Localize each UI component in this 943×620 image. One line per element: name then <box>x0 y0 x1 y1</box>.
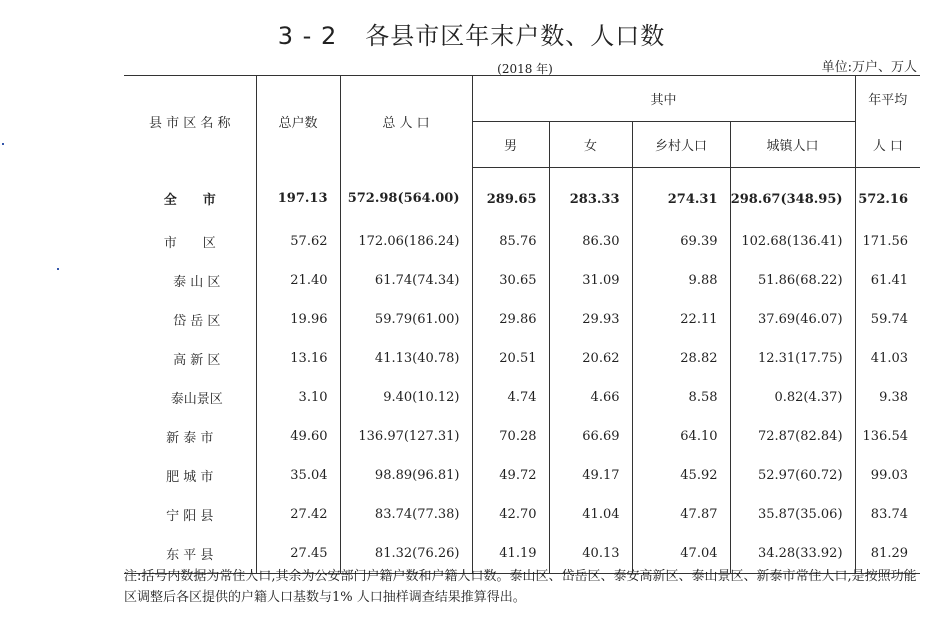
table-row <box>124 456 920 495</box>
table-row <box>124 495 920 534</box>
urban-cell: 102.68(136.41) <box>730 222 855 261</box>
households-cell: 21.40 <box>256 261 340 300</box>
urban-cell: 298.67(348.95) <box>730 168 855 223</box>
population-cell: 98.89(96.81) <box>340 456 472 495</box>
male-cell: 30.65 <box>472 261 549 300</box>
region-name-cell: 宁 阳 县 <box>124 495 256 534</box>
avg-cell: 9.38 <box>879 390 909 405</box>
female-cell: 66.69 <box>549 417 632 456</box>
female-cell: 41.04 <box>549 495 632 534</box>
region-name-cell: 新 泰 市 <box>124 417 256 456</box>
households-cell: 197.13 <box>256 168 340 223</box>
female-cell: 283.33 <box>549 168 632 223</box>
table-row <box>124 168 920 223</box>
population-cell: 59.79(61.00) <box>340 300 472 339</box>
header-among: 其中 <box>472 76 855 122</box>
female-cell: 49.17 <box>549 456 632 495</box>
rural-cell: 64.10 <box>632 417 730 456</box>
male-cell: 49.72 <box>472 456 549 495</box>
avg-cell: 83.74 <box>870 507 909 522</box>
rural-cell: 9.88 <box>632 261 730 300</box>
households-cell: 35.04 <box>256 456 340 495</box>
stray-dot <box>57 268 59 270</box>
table-number: 3 - 2 <box>277 22 338 50</box>
rural-cell: 69.39 <box>632 222 730 261</box>
avg-cell: 41.03 <box>870 351 909 366</box>
region-name-cell: 市 区 <box>124 222 256 261</box>
stray-dot <box>2 143 4 145</box>
header-rural: 乡村人口 <box>632 122 730 168</box>
region-name-cell: 肥 城 市 <box>124 456 256 495</box>
table-row <box>124 222 920 261</box>
households-cell: 57.62 <box>256 222 340 261</box>
population-cell: 83.74(77.38) <box>340 495 472 534</box>
male-cell: 85.76 <box>472 222 549 261</box>
avg-cell: 99.03 <box>870 468 909 483</box>
female-cell: 31.09 <box>549 261 632 300</box>
table-row <box>124 378 920 417</box>
rural-cell: 22.11 <box>632 300 730 339</box>
female-cell: 29.93 <box>549 300 632 339</box>
urban-cell: 37.69(46.07) <box>730 300 855 339</box>
unit-label: 单位:万户、万人 <box>821 60 917 75</box>
header-female: 女 <box>549 122 632 168</box>
male-cell: 29.86 <box>472 300 549 339</box>
households-cell: 3.10 <box>256 378 340 417</box>
rural-cell: 28.82 <box>632 339 730 378</box>
urban-cell: 52.97(60.72) <box>730 456 855 495</box>
region-name-cell: 全 市 <box>124 168 256 223</box>
female-cell: 4.66 <box>549 378 632 417</box>
table-row <box>124 417 920 456</box>
table-row <box>124 339 920 378</box>
header-urban: 城镇人口 <box>730 122 855 168</box>
avg-cell: 61.41 <box>870 273 909 288</box>
population-cell: 9.40(10.12) <box>340 378 472 417</box>
population-cell: 81.32(76.26) <box>340 534 472 574</box>
population-cell: 136.97(127.31) <box>340 417 472 456</box>
region-name-cell: 岱 岳 区 <box>124 300 256 339</box>
header-avg-line2: 人 口 <box>855 122 920 168</box>
rural-cell: 47.04 <box>632 534 730 574</box>
population-table <box>124 75 920 574</box>
avg-cell: 81.29 <box>855 534 920 574</box>
avg-cell: 59.74 <box>870 312 909 327</box>
table-row <box>124 261 920 300</box>
households-cell: 27.45 <box>256 534 340 574</box>
male-cell: 70.28 <box>472 417 549 456</box>
population-cell: 41.13(40.78) <box>340 339 472 378</box>
region-name-cell: 泰山景区 <box>124 378 256 417</box>
population-cell: 572.98(564.00) <box>340 168 472 223</box>
households-cell: 49.60 <box>256 417 340 456</box>
rural-cell: 274.31 <box>632 168 730 223</box>
households-cell: 27.42 <box>256 495 340 534</box>
population-cell: 61.74(74.34) <box>340 261 472 300</box>
region-name-cell: 泰 山 区 <box>124 261 256 300</box>
rural-cell: 45.92 <box>632 456 730 495</box>
table-title: 各县市区年末户数、人口数 <box>365 22 666 50</box>
male-cell: 289.65 <box>472 168 549 223</box>
header-male: 男 <box>472 122 549 168</box>
male-cell: 20.51 <box>472 339 549 378</box>
urban-cell: 0.82(4.37) <box>730 378 855 417</box>
footnote: 注:括号内数据为常住人口,其余为公安部门户籍户数和户籍人口数。泰山区、岱岳区、泰安高新区、泰山景区、新泰市常住人口,是按照功能区调整后各区提供的户籍人口基数与1% 人口抽样调查结果推算得出。 <box>124 569 917 605</box>
avg-cell: 572.16 <box>858 191 909 207</box>
households-cell: 13.16 <box>256 339 340 378</box>
header-avg-line1: 年平均 <box>855 76 920 122</box>
year-label: (2018 年) <box>497 62 553 76</box>
table-row <box>124 300 920 339</box>
male-cell: 42.70 <box>472 495 549 534</box>
header-population: 总 人 口 <box>340 76 472 168</box>
male-cell: 41.19 <box>472 534 549 574</box>
population-cell: 172.06(186.24) <box>340 222 472 261</box>
region-name-cell: 东 平 县 <box>124 534 256 574</box>
female-cell: 86.30 <box>549 222 632 261</box>
female-cell: 40.13 <box>549 534 632 574</box>
urban-cell: 12.31(17.75) <box>730 339 855 378</box>
urban-cell: 72.87(82.84) <box>730 417 855 456</box>
male-cell: 4.74 <box>472 378 549 417</box>
header-households: 总户数 <box>256 76 340 168</box>
urban-cell: 34.28(33.92) <box>730 534 855 574</box>
urban-cell: 51.86(68.22) <box>730 261 855 300</box>
header-region: 县 市 区 名 称 <box>124 76 256 168</box>
rural-cell: 47.87 <box>632 495 730 534</box>
female-cell: 20.62 <box>549 339 632 378</box>
rural-cell: 8.58 <box>632 378 730 417</box>
avg-cell: 171.56 <box>862 234 909 249</box>
table-body <box>124 168 920 574</box>
urban-cell: 35.87(35.06) <box>730 495 855 534</box>
region-name-cell: 高 新 区 <box>124 339 256 378</box>
avg-cell: 136.54 <box>862 429 909 444</box>
page-title <box>0 16 943 51</box>
households-cell: 19.96 <box>256 300 340 339</box>
